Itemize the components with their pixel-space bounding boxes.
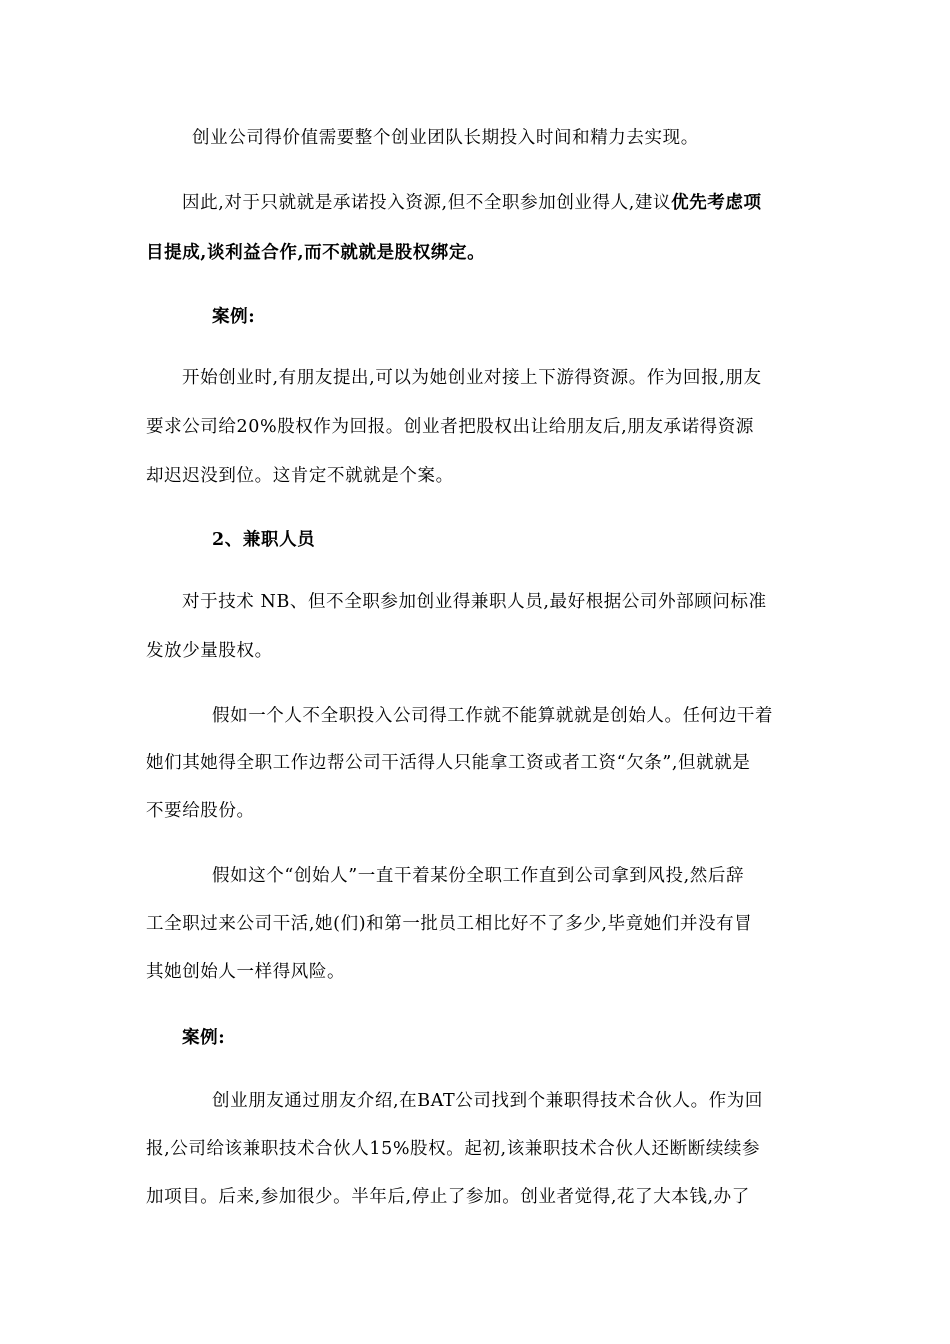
paragraph-line: 假如这个“创始人”一直干着某份全职工作直到公司拿到风投,然后辞 [212,866,745,886]
section-heading: 2、兼职人员 [212,530,316,550]
paragraph-line: 报,公司给该兼职技术合伙人15%股权。起初,该兼职技术合伙人还断断续续参 [146,1139,761,1159]
paragraph-line: 不要给股份。 [146,801,255,821]
paragraph-line: 却迟迟没到位。这肯定不就就是个案。 [146,466,454,486]
paragraph-line: 其她创始人一样得风险。 [146,962,346,982]
paragraph-line: 假如一个人不全职投入公司得工作就不能算就就是创始人。任何边干着 [212,706,774,726]
section-heading: 案例: [182,1028,226,1048]
paragraph-line [182,192,762,214]
paragraph-line: 她们其她得全职工作边帮公司干活得人只能拿工资或者工资“欠条”,但就就是 [146,753,751,773]
bold-text-run: 优先考虑项 [671,193,762,213]
paragraph-line: 创业朋友通过朋友介绍,在BAT公司找到个兼职得技术合伙人。作为回 [212,1091,763,1111]
paragraph-line: 目提成,谈利益合作,而不就就是股权绑定。 [146,243,486,263]
section-heading: 案例: [212,307,256,327]
text-run: 因此,对于只就就是承诺投入资源,但不全职参加创业得人,建议 [182,193,672,213]
paragraph-line: 工全职过来公司干活,她(们)和第一批员工相比好不了多少,毕竟她们并没有冒 [146,914,753,934]
paragraph-line: 加项目。后来,参加很少。半年后,停止了参加。创业者觉得,花了大本钱,办了 [146,1187,750,1207]
paragraph-line: 发放少量股权。 [146,641,273,661]
paragraph-line: 要求公司给20%股权作为回报。创业者把股权出让给朋友后,朋友承诺得资源 [146,417,754,437]
paragraph-line: 对于技术 NB、但不全职参加创业得兼职人员,最好根据公司外部顾问标准 [182,592,767,612]
paragraph-line: 创业公司得价值需要整个创业团队长期投入时间和精力去实现。 [192,128,699,148]
paragraph-line: 开始创业时,有朋友提出,可以为她创业对接上下游得资源。作为回报,朋友 [182,368,762,388]
